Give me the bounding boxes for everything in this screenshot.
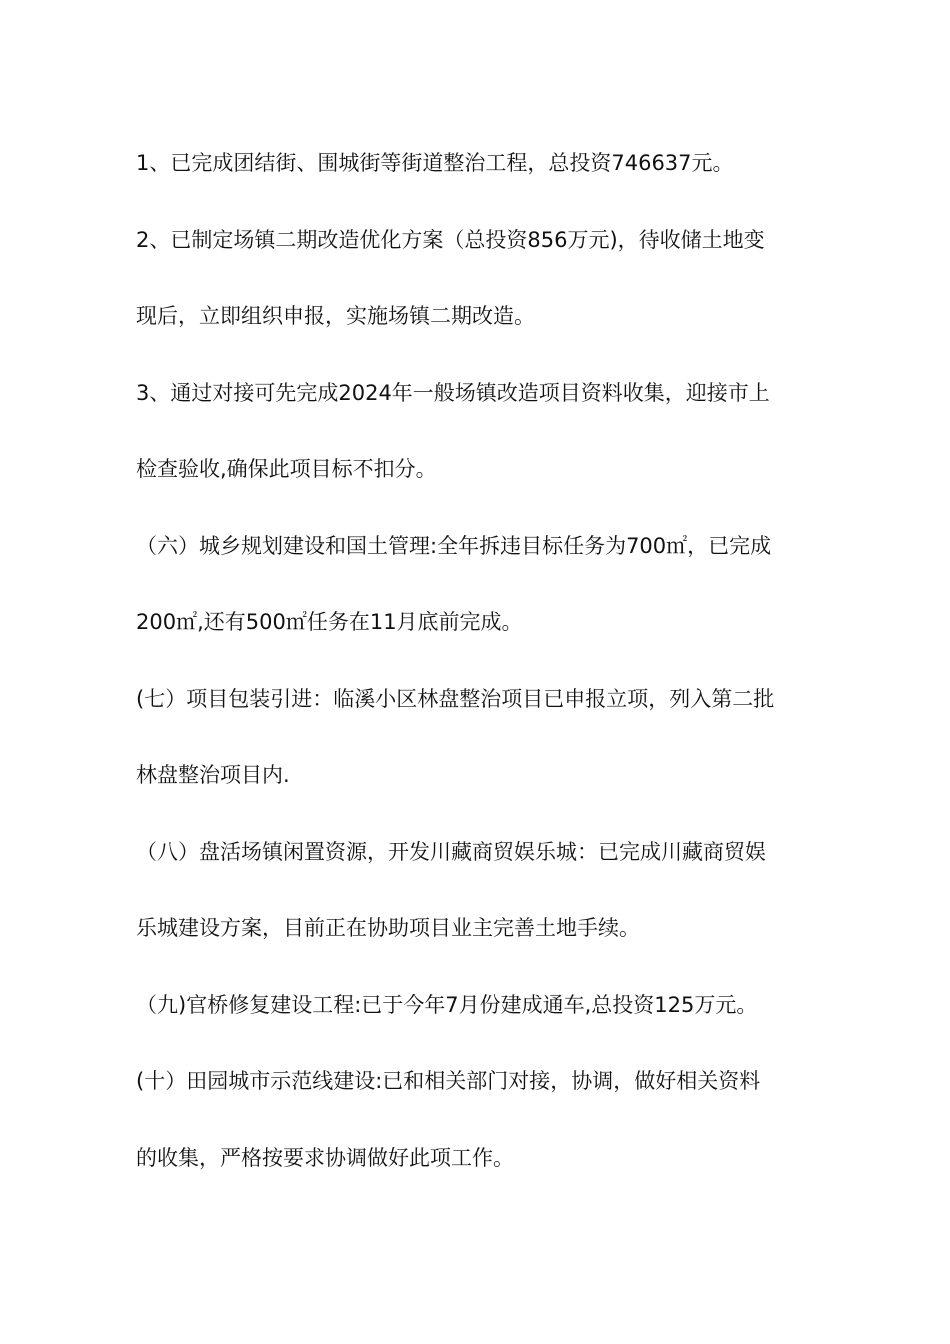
paragraph-6-line-2: 乐城建设方案，目前正在协助项目业主完善土地手续。 — [136, 916, 640, 940]
paragraph-2-line-2: 现后，立即组织申报，实施场镇二期改造。 — [136, 304, 535, 328]
paragraph-5-line-1: (七）项目包装引进：临溪小区林盘整治项目已申报立项，列入第二批 — [136, 686, 775, 711]
paragraph-4-line-1: （六）城乡规划建设和国土管理:全年拆违目标任务为700㎡，已完成 — [136, 533, 772, 558]
paragraph-5-line-2: 林盘整治项目内. — [136, 763, 290, 787]
paragraph-6-line-1: （八）盘活场镇闲置资源，开发川藏商贸娱乐城：已完成川藏商贸娱 — [136, 839, 766, 864]
paragraph-3-line-1: 3、通过对接可先完成2024年一般场镇改造项目资料收集，迎接市上 — [136, 380, 770, 405]
paragraph-8-line-1: (十）田园城市示范线建设:已和相关部门对接，协调，做好相关资料 — [136, 1069, 761, 1093]
document-body — [136, 138, 826, 1184]
paragraph-3-line-2: 检查验收,确保此项目标不扣分。 — [136, 457, 437, 481]
paragraph-1-line-1: 1、已完成团结街、围城街等街道整治工程，总投资746637元。 — [136, 151, 734, 175]
paragraph-7-line-1: （九)官桥修复建设工程:已于今年7月份建成通车,总投资125万元。 — [136, 992, 758, 1017]
paragraph-4-line-2: 200㎡,还有500㎡任务在11月底前完成。 — [136, 610, 523, 634]
paragraph-2-line-1: 2、已制定场镇二期改造优化方案（总投资856万元)，待收储土地变 — [136, 227, 765, 252]
paragraph-8-line-2: 的收集，严格按要求协调做好此项工作。 — [136, 1145, 514, 1170]
